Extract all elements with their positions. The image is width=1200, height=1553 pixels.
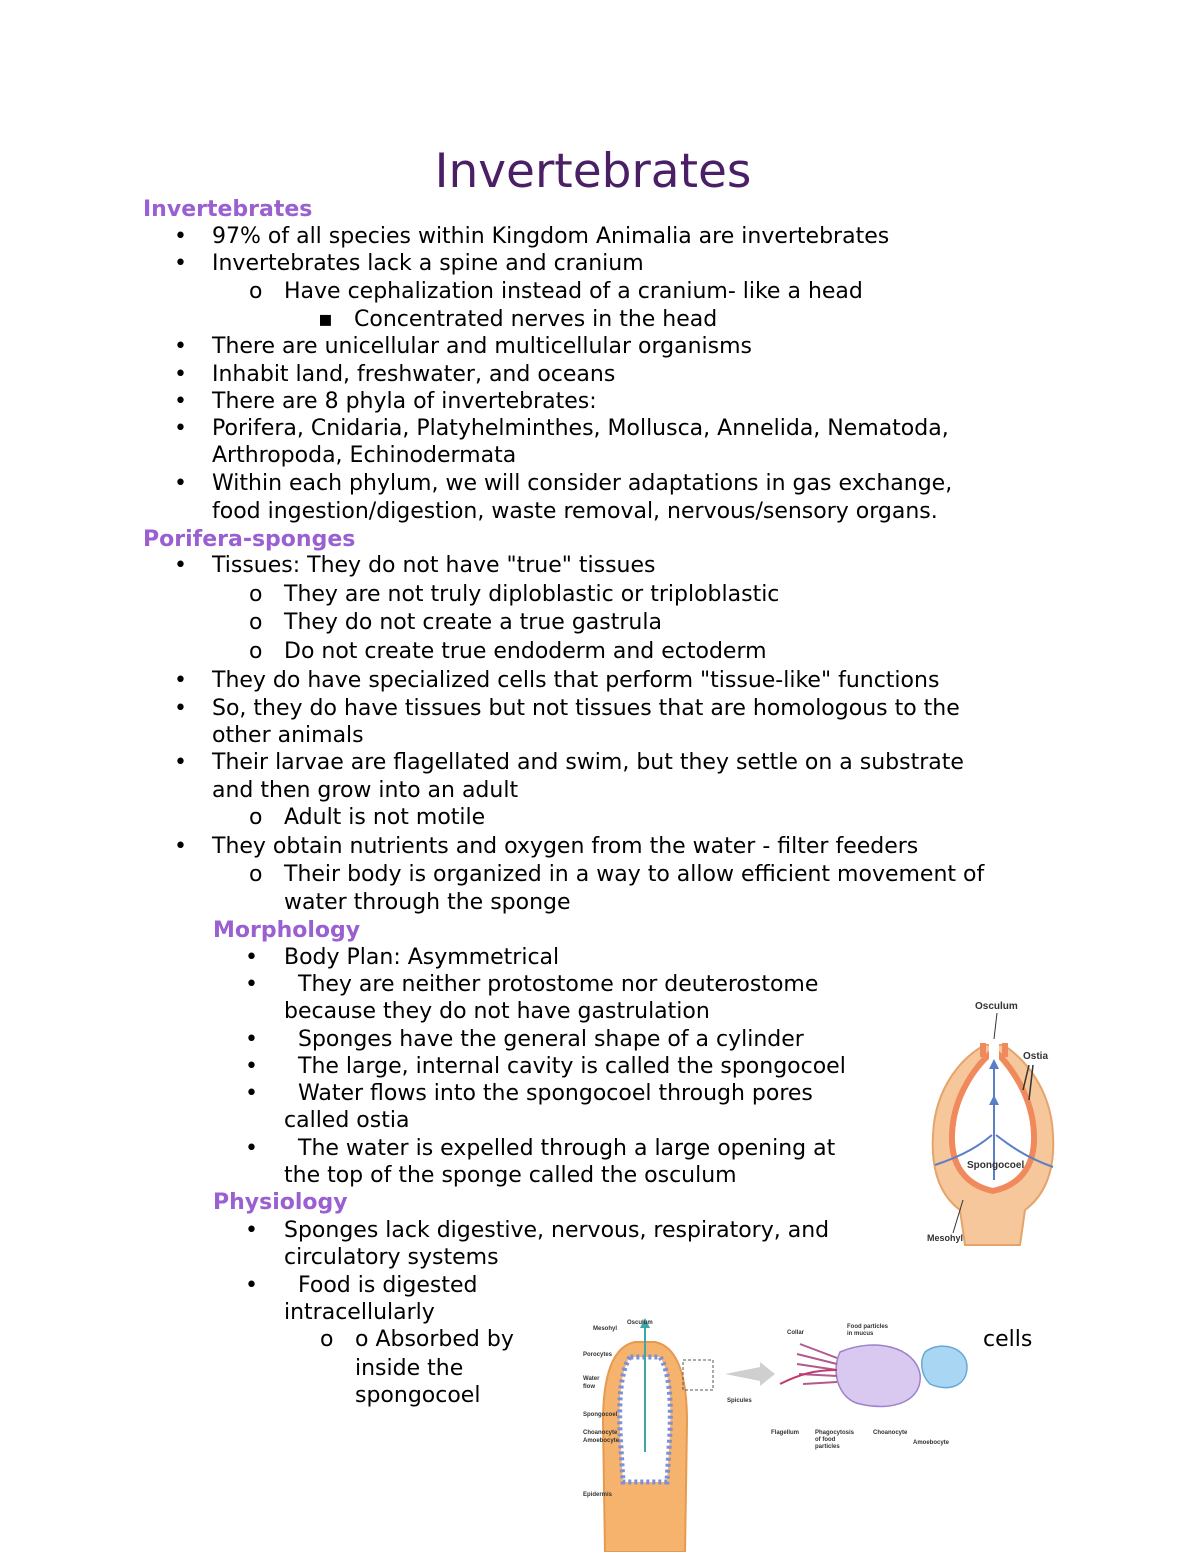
label-flagellum: Flagellum (771, 1430, 800, 1436)
list-item: The water is expelled through a large opening at (298, 1136, 836, 1161)
list-item-tail: cells (983, 1327, 1033, 1352)
bullet-disc: • (174, 389, 187, 414)
bullet-disc: • (174, 251, 187, 276)
list-item: So, they do have tissues but not tissues that are homologous to the (212, 696, 960, 721)
label-choanocyte-detail: Choanocyte (873, 1430, 908, 1436)
label-food-particles: Food particles (847, 1324, 889, 1330)
list-item: They obtain nutrients and oxygen from the water - filter feeders (212, 834, 919, 859)
sponge-cross-section-figure (925, 995, 1080, 1250)
list-item: There are unicellular and multicellular organisms (212, 334, 753, 359)
list-item: Body Plan: Asymmetrical (284, 945, 560, 970)
bullet-square: ▪ (318, 307, 333, 332)
label-ostia: Ostia (1023, 1051, 1049, 1062)
list-item: Water flows into the spongocoel through pores (298, 1081, 813, 1106)
list-item-continued: and then grow into an adult (212, 778, 519, 803)
list-item-continued: the top of the sponge called the osculum (284, 1163, 737, 1188)
bullet-disc: • (245, 1218, 258, 1243)
bullet-disc: • (245, 1081, 258, 1106)
list-item: There are 8 phyla of invertebrates: (212, 389, 597, 414)
bullet-disc: • (174, 696, 187, 721)
list-item: They are neither protostome nor deuterostome (298, 972, 819, 997)
label-water-flow: Water (583, 1376, 600, 1382)
list-item: Sponges lack digestive, nervous, respiratory, and (284, 1218, 830, 1243)
list-item: 97% of all species within Kingdom Animalia are invertebrates (212, 224, 890, 249)
list-item-continued: Arthropoda, Echinodermata (212, 443, 517, 468)
heading-physiology: Physiology (213, 1190, 348, 1215)
bullet-disc: • (174, 834, 187, 859)
heading-porifera: Porifera-sponges (143, 527, 356, 552)
label-phagocytosis: Phagocytosis (815, 1430, 855, 1436)
label-amoebocyte: Amoebocyte (583, 1438, 620, 1444)
bullet-circle: o (249, 862, 263, 887)
list-item: Food is digested (298, 1273, 478, 1298)
heading-morphology: Morphology (213, 918, 361, 943)
bullet-circle: o (320, 1327, 334, 1352)
list-item: They are not truly diploblastic or triploblastic (284, 582, 780, 607)
label-choanocyte: Choanocyte (583, 1430, 618, 1436)
list-item: Do not create true endoderm and ectoderm (284, 639, 767, 664)
list-item: o Absorbed by (355, 1327, 514, 1352)
bullet-disc: • (245, 1136, 258, 1161)
bullet-circle: o (249, 279, 263, 304)
list-item-continued: food ingestion/digestion, waste removal, nervous/sensory organs. (212, 499, 938, 524)
label-spicules: Spicules (727, 1398, 752, 1404)
list-item: Tissues: They do not have "true" tissues (212, 553, 656, 578)
label-osculum: Osculum (975, 1001, 1018, 1012)
heading-invertebrates: Invertebrates (143, 197, 313, 222)
amoebocyte-cell (922, 1346, 967, 1388)
bullet-disc: • (174, 471, 187, 496)
list-item: Sponges have the general shape of a cylinder (298, 1027, 804, 1052)
bullet-circle: o (249, 805, 263, 830)
bullet-disc: • (245, 1054, 258, 1079)
list-item: Their body is organized in a way to allow efficient movement of (284, 862, 985, 887)
choanocyte-cell (836, 1345, 920, 1406)
list-item-continued: other animals (212, 723, 364, 748)
list-item-continued: inside the (355, 1356, 464, 1381)
label-water-flow-2: flow (583, 1384, 595, 1390)
list-item: The large, internal cavity is called the spongocoel (298, 1054, 846, 1079)
list-item: Their larvae are flagellated and swim, but they settle on a substrate (212, 750, 964, 775)
page-title: Invertebrates (434, 144, 752, 199)
bullet-disc: • (245, 1273, 258, 1298)
bullet-circle: o (249, 639, 263, 664)
label-phagocytosis-3: particles (815, 1444, 840, 1450)
bullet-disc: • (174, 668, 187, 693)
label-epidermis: Epidermis (583, 1492, 613, 1498)
bullet-disc: • (174, 334, 187, 359)
label-mesohyl: Mesohyl (593, 1326, 618, 1332)
label-porocytes: Porocytes (583, 1352, 613, 1358)
bullet-disc: • (174, 224, 187, 249)
bullet-disc: • (174, 750, 187, 775)
sponge-anatomy-figure (575, 1312, 970, 1552)
list-item: Adult is not motile (284, 805, 486, 830)
label-spongocoel: Spongocoel (583, 1412, 618, 1418)
label-phagocytosis-2: of food (815, 1437, 836, 1443)
label-mesohyl: Mesohyl (927, 1233, 964, 1243)
bullet-disc: • (245, 1027, 258, 1052)
label-osculum: Osculum (627, 1320, 653, 1326)
list-item: Concentrated nerves in the head (354, 307, 718, 332)
label-amoebocyte-detail: Amoebocyte (913, 1440, 950, 1446)
list-item-continued: water through the sponge (284, 890, 571, 915)
label-spongocoel: Spongocoel (967, 1160, 1025, 1171)
bullet-circle: o (249, 582, 263, 607)
list-item: Invertebrates lack a spine and cranium (212, 251, 644, 276)
bullet-disc: • (245, 972, 258, 997)
list-item-continued: spongocoel (355, 1383, 481, 1408)
list-item-continued: because they do not have gastrulation (284, 999, 710, 1024)
list-item: Have cephalization instead of a cranium- like a head (284, 279, 863, 304)
list-item-continued: called ostia (284, 1108, 410, 1133)
list-item: They do have specialized cells that perform "tissue-like" functions (212, 668, 940, 693)
bullet-disc: • (245, 945, 258, 970)
label-food-particles-2: in mucus (847, 1331, 874, 1337)
list-item-continued: circulatory systems (284, 1245, 499, 1270)
label-collar: Collar (787, 1330, 805, 1336)
list-item-continued: intracellularly (284, 1300, 435, 1325)
bullet-disc: • (174, 362, 187, 387)
bullet-circle: o (249, 610, 263, 635)
list-item: Porifera, Cnidaria, Platyhelminthes, Mollusca, Annelida, Nematoda, (212, 416, 949, 441)
list-item: Within each phylum, we will consider adaptations in gas exchange, (212, 471, 953, 496)
list-item: They do not create a true gastrula (284, 610, 662, 635)
bullet-disc: • (174, 553, 187, 578)
bullet-disc: • (174, 416, 187, 441)
list-item: Inhabit land, freshwater, and oceans (212, 362, 616, 387)
